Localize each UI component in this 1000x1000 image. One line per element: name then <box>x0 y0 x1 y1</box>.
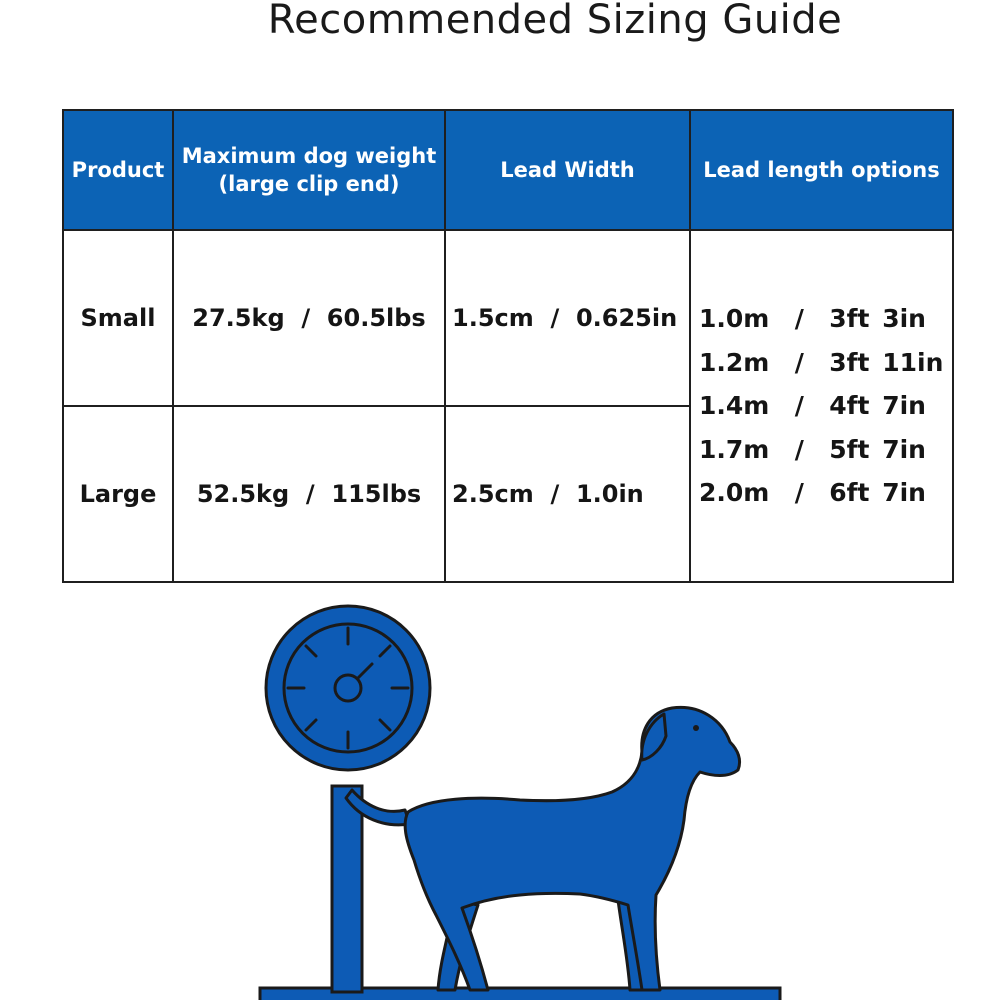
table-header-row <box>63 110 953 230</box>
cell-product-small: Small <box>63 230 173 406</box>
cell-lead-width-small: 1.5cm / 0.625in <box>445 230 690 406</box>
table-row <box>63 230 953 406</box>
cell-max-weight-large: 52.5kg / 115lbs <box>173 406 445 582</box>
header-max-weight <box>173 110 445 230</box>
weighing-scale-icon <box>266 606 430 770</box>
length-option: 2.0m / 6ft 7in <box>699 478 926 508</box>
header-lead-length: Lead length options <box>690 110 953 230</box>
header-lead-width: Lead Width <box>445 110 690 230</box>
length-option: 1.7m / 5ft 7in <box>699 434 926 464</box>
header-product: Product <box>63 110 173 230</box>
cell-max-weight-small: 27.5kg / 60.5lbs <box>173 230 445 406</box>
length-option: 1.4m / 4ft 7in <box>699 391 926 421</box>
header-max-weight-line1: Maximum dog weight <box>181 144 437 168</box>
cell-product-large: Large <box>63 406 173 582</box>
length-option: 1.0m / 3ft 3in <box>699 304 926 334</box>
cell-lead-length-options <box>690 230 953 582</box>
sizing-table <box>62 109 954 583</box>
dog-silhouette-icon <box>346 707 740 990</box>
header-max-weight-line2: (large clip end) <box>218 172 400 196</box>
cell-lead-width-large: 2.5cm / 1.0in <box>445 406 690 582</box>
dog-on-scale-illustration <box>0 600 1000 1000</box>
scale-post <box>332 786 362 992</box>
length-option: 1.2m / 3ft 11in <box>699 347 944 377</box>
page-title: Recommended Sizing Guide <box>267 0 843 43</box>
